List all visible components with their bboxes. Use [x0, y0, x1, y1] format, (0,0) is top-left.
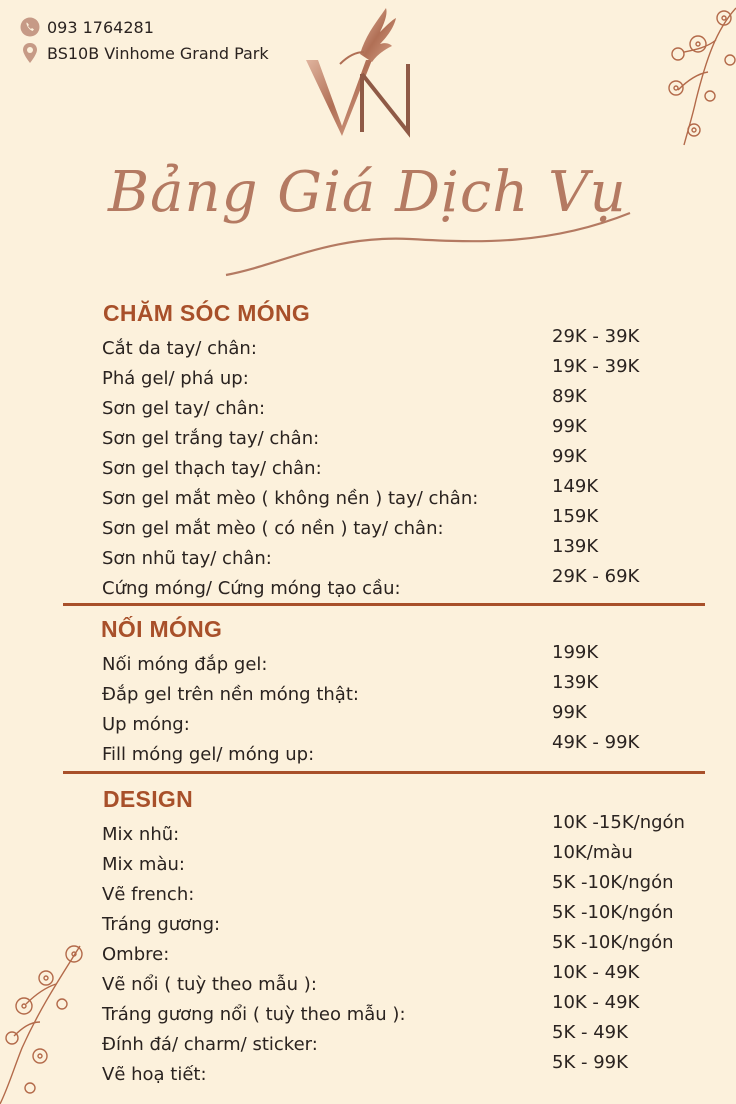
service-name: Up móng: [102, 714, 190, 735]
title-swash [220, 205, 640, 285]
service-price: 5K -10K/ngón [552, 902, 674, 923]
phone-row[interactable] [20, 14, 269, 40]
service-name: Đính đá/ charm/ sticker: [102, 1034, 318, 1055]
service-price: 5K -10K/ngón [552, 932, 674, 953]
list-item [0, 446, 736, 480]
list-item [0, 732, 736, 766]
section-divider [63, 603, 705, 606]
service-price: 159K [552, 506, 599, 527]
list-item [0, 476, 736, 510]
service-name: Sơn gel thạch tay/ chân: [102, 458, 322, 479]
service-name: Nối móng đắp gel: [102, 654, 268, 675]
service-name: Sơn gel tay/ chân: [102, 398, 266, 419]
contact-info [20, 14, 269, 66]
service-name: Sơn gel mắt mèo ( có nền ) tay/ chân: [102, 518, 444, 539]
service-price: 10K - 49K [552, 962, 640, 983]
address-row[interactable] [20, 40, 269, 66]
service-name: Fill móng gel/ móng up: [102, 744, 315, 765]
service-name: Phá gel/ phá up: [102, 368, 249, 389]
section-divider [63, 771, 705, 774]
service-name: Cắt da tay/ chân: [102, 338, 257, 359]
service-name: Đắp gel trên nền móng thật: [102, 684, 359, 705]
service-price: 5K -10K/ngón [552, 872, 674, 893]
service-name: Ombre: [102, 944, 170, 965]
service-name: Sơn gel mắt mèo ( không nền ) tay/ chân: [102, 488, 479, 509]
service-price: 5K - 49K [552, 1022, 628, 1043]
list-item [0, 506, 736, 540]
service-price: 139K [552, 672, 599, 693]
list-item [0, 1052, 736, 1086]
service-name: Tráng gương: [102, 914, 221, 935]
section-title: NỐI MÓNG [101, 616, 223, 642]
service-price: 149K [552, 476, 599, 497]
list-item [0, 386, 736, 420]
service-price: 10K -15K/ngón [552, 812, 685, 833]
service-price: 5K - 99K [552, 1052, 628, 1073]
service-price: 49K - 99K [552, 732, 640, 753]
service-name: Mix màu: [102, 854, 185, 875]
brand-logo [300, 4, 424, 140]
service-price: 10K/màu [552, 842, 633, 863]
list-item [0, 566, 736, 600]
service-name: Sơn gel trắng tay/ chân: [102, 428, 320, 449]
service-name: Mix nhũ: [102, 824, 180, 845]
service-price: 139K [552, 536, 599, 557]
service-price: 19K - 39K [552, 356, 640, 377]
location-pin-icon [20, 42, 40, 64]
service-price: 29K - 69K [552, 566, 640, 587]
service-price: 89K [552, 386, 587, 407]
service-price: 199K [552, 642, 599, 663]
service-name: Vẽ french: [102, 884, 195, 905]
floral-decoration-bottom-left [0, 938, 100, 1104]
service-name: Sơn nhũ tay/ chân: [102, 548, 272, 569]
phone-number: 093 1764281 [47, 17, 154, 37]
list-item [0, 356, 736, 390]
list-item [0, 416, 736, 450]
address-text: BS10B Vinhome Grand Park [47, 43, 269, 63]
service-price: 10K - 49K [552, 992, 640, 1013]
list-item [0, 672, 736, 706]
section-title: DESIGN [103, 786, 193, 812]
service-price: 29K - 39K [552, 326, 640, 347]
list-item [0, 642, 736, 676]
page-title: Bảng Giá Dịch Vụ [108, 160, 627, 225]
section-title: CHĂM SÓC MÓNG [103, 300, 311, 326]
service-name: Cứng móng/ Cứng móng tạo cầu: [102, 578, 401, 599]
service-name: Vẽ hoạ tiết: [102, 1064, 207, 1085]
service-name: Tráng gương nổi ( tuỳ theo mẫu ): [102, 1004, 406, 1025]
service-price: 99K [552, 446, 587, 467]
floral-decoration-top-right [636, 0, 736, 150]
service-price: 99K [552, 702, 587, 723]
phone-icon [20, 17, 40, 37]
service-price: 99K [552, 416, 587, 437]
service-name: Vẽ nổi ( tuỳ theo mẫu ): [102, 974, 317, 995]
